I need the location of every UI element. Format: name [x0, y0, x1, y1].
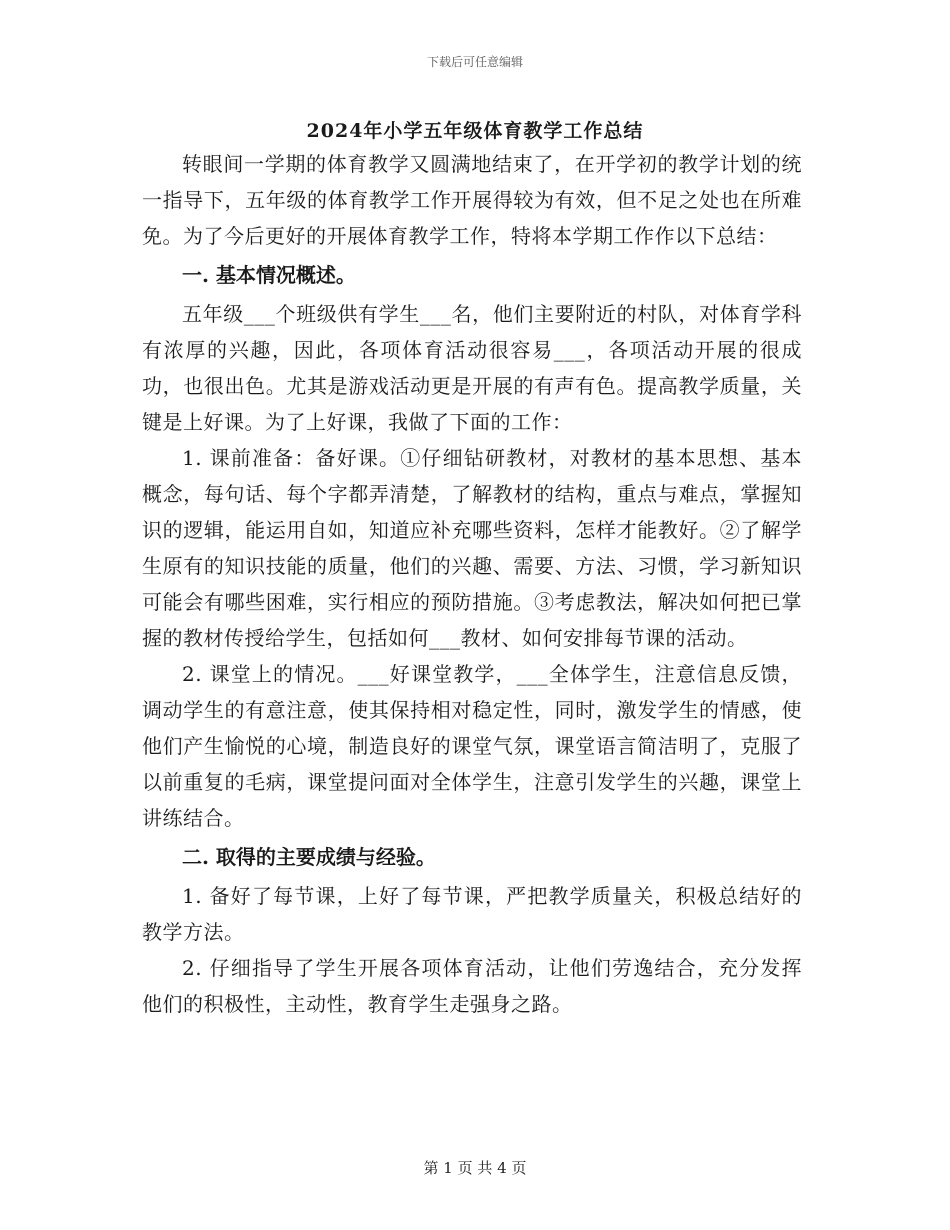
document-body [142, 146, 802, 1022]
section1-paragraph-1: 五年级___个班级供有学生___名，他们主要附近的村队，对体育学科有浓厚的兴趣，因此，各项体育活动很容易___，各项活动开展的很成功，也很出色。尤其是游戏活动更是开展的有声有色。提高教学质量，关键是上好课。为了上好课，我做了下面的工作： [142, 302, 802, 434]
section2-paragraph-2: 2. 仔细指导了学生开展各项体育活动，让他们劳逸结合，充分发挥他们的积极性，主动性，教育学生走强身之路。 [142, 956, 802, 1016]
section1-paragraph-3: 2. 课堂上的情况。___好课堂教学，___全体学生，注意信息反馈，调动学生的有意注意，使其保持相对稳定性，同时，激发学生的情感，使他们产生愉悦的心境，制造良好的课堂气氛，课堂语言简洁明了，克服了以前重复的毛病，课堂提问面对全体学生，注意引发学生的兴趣，课堂上讲练结合。 [142, 662, 802, 830]
document-title: 2024年小学五年级体育教学工作总结 [306, 120, 644, 142]
section1-paragraph-2: 1. 课前准备：备好课。①仔细钻研教材，对教材的基本思想、基本概念，每句话、每个字都弄清楚，了解教材的结构，重点与难点，掌握知识的逻辑，能运用自如，知道应补充哪些资料，怎样才能教好。②了解学生原有的知识技能的质量，他们的兴趣、需要、方法、习惯，学习新知识可能会有哪些困难，实行相应的预防措施。③考虑教法，解决如何把已掌握的教材传授给学生，包括如何___教材、如何安排每节课的活动。 [142, 446, 802, 650]
section1-heading: 一. 基本情况概述。 [182, 263, 356, 287]
header-note: 下载后可任意编辑 [426, 55, 523, 69]
section2-heading: 二. 取得的主要成绩与经验。 [182, 845, 436, 869]
intro-paragraph: 转眼间一学期的体育教学又圆满地结束了，在开学初的教学计划的统一指导下，五年级的体育教学工作开展得较为有效，但不足之处也在所难免。为了今后更好的开展体育教学工作，特将本学期工作作以下总结： [142, 152, 802, 248]
page-footer: 第 1 页 共 4 页 [423, 1159, 527, 1177]
section2-paragraph-1: 1. 备好了每节课，上好了每节课，严把教学质量关，积极总结好的教学方法。 [142, 884, 802, 944]
